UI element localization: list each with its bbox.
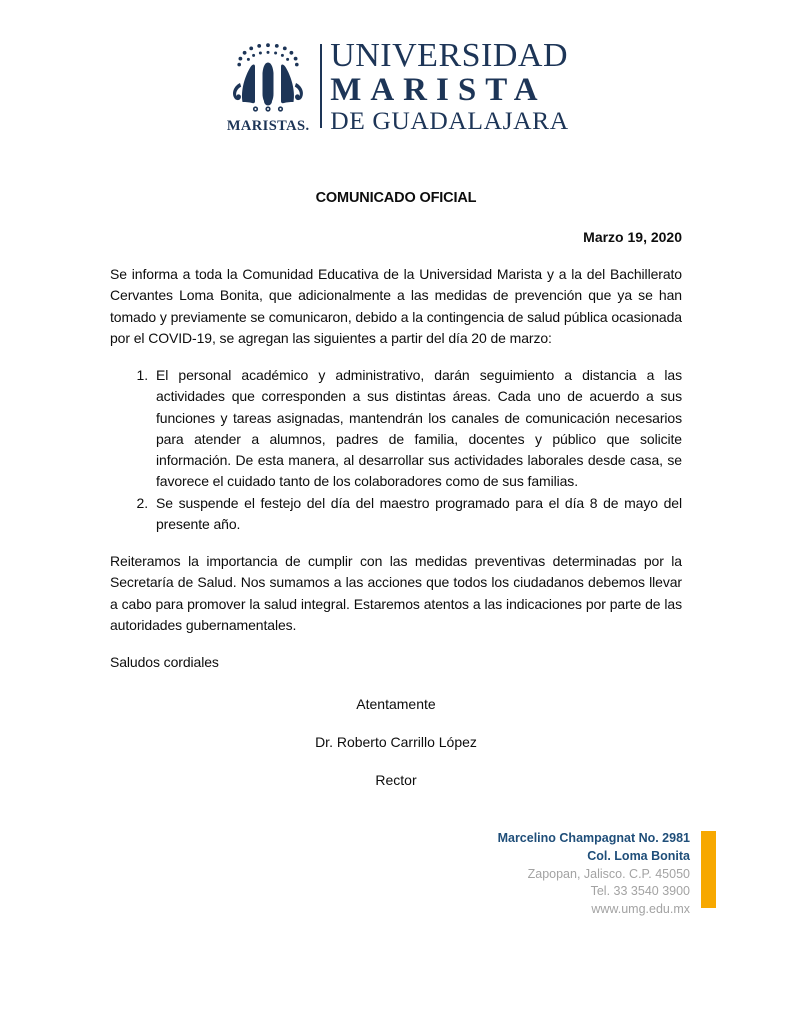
intro-paragraph: Se informa a toda la Comunidad Educativa de la Universidad Marista y a la del Bachillerato Cervantes Loma Bonita, que adicionalmente a las medidas de prevención que ya se han tomado y previamente se comunicaron, debido a la contingencia de salud pública ocasionada por el COVID-19, se agregan las siguientes a partir del día 20 de marzo: [110, 266, 682, 346]
footer-accent-bar [701, 831, 716, 908]
university-wordmark [330, 37, 569, 135]
crest-wordmark: MARISTAS. [226, 118, 310, 134]
university-logo [222, 37, 569, 135]
footer-address-city: Zapopan, Jalisco. C.P. 45050 [527, 866, 690, 881]
footer-address-street: Marcelino Champagnat No. 2981 [497, 831, 690, 845]
footer-content [498, 830, 716, 919]
footer-contact-details [498, 830, 690, 919]
document-date: Marzo 19, 2020 [583, 229, 682, 245]
document-body [110, 190, 682, 791]
page-title: COMUNICADO OFICIAL [315, 190, 477, 206]
marist-monogram-icon [228, 40, 308, 118]
measures-list [110, 365, 682, 535]
wordmark-de-guadalajara: DE GUADALAJARA [330, 105, 569, 135]
signature-position: Rector [375, 771, 417, 788]
signature-name: Dr. Roberto Carrillo López [315, 733, 477, 750]
farewell-text: Saludos cordiales [110, 654, 219, 671]
footer-phone: Tel. 33 3540 3900 [590, 884, 690, 899]
wordmark-universidad: UNIVERSIDAD [330, 37, 569, 75]
wordmark-marista: MARISTA [330, 72, 547, 109]
closing-paragraph: Reiteramos la importancia de cumplir con las medidas preventivas determinadas por la Secretaría de Salud. Nos sumamos a las acciones que todos los ciudadanos debemos llevar a cabo para promover la salud integral. Estaremos atentos a las indicaciones por parte de las autoridades gubernamentales. [110, 553, 682, 633]
list-item: Se suspende el festejo del día del maestro programado para el día 8 de mayo del presente año. [156, 494, 682, 532]
signature-block [110, 694, 682, 791]
marist-crest [222, 40, 318, 134]
page-footer [0, 830, 791, 919]
footer-address-neighborhood: Col. Loma Bonita [587, 848, 690, 863]
logo-divider [320, 44, 322, 128]
letterhead [0, 37, 791, 135]
signature-salutation: Atentamente [356, 695, 436, 712]
list-item: El personal académico y administrativo, darán seguimiento a distancia a las actividades que corresponden a sus distintas áreas. Cada uno de acuerdo a sus funciones y tareas asignadas, mantendrán los canales de comunicación necesarios para atender a alumnos, padres de familia, docentes y público que solicite información. De esta manera, al desarrollar sus actividades laborales desde casa, se favorece el cuidado tanto de los colaboradores como de sus familias. [156, 367, 682, 490]
footer-website[interactable]: www.umg.edu.mx [591, 902, 690, 916]
